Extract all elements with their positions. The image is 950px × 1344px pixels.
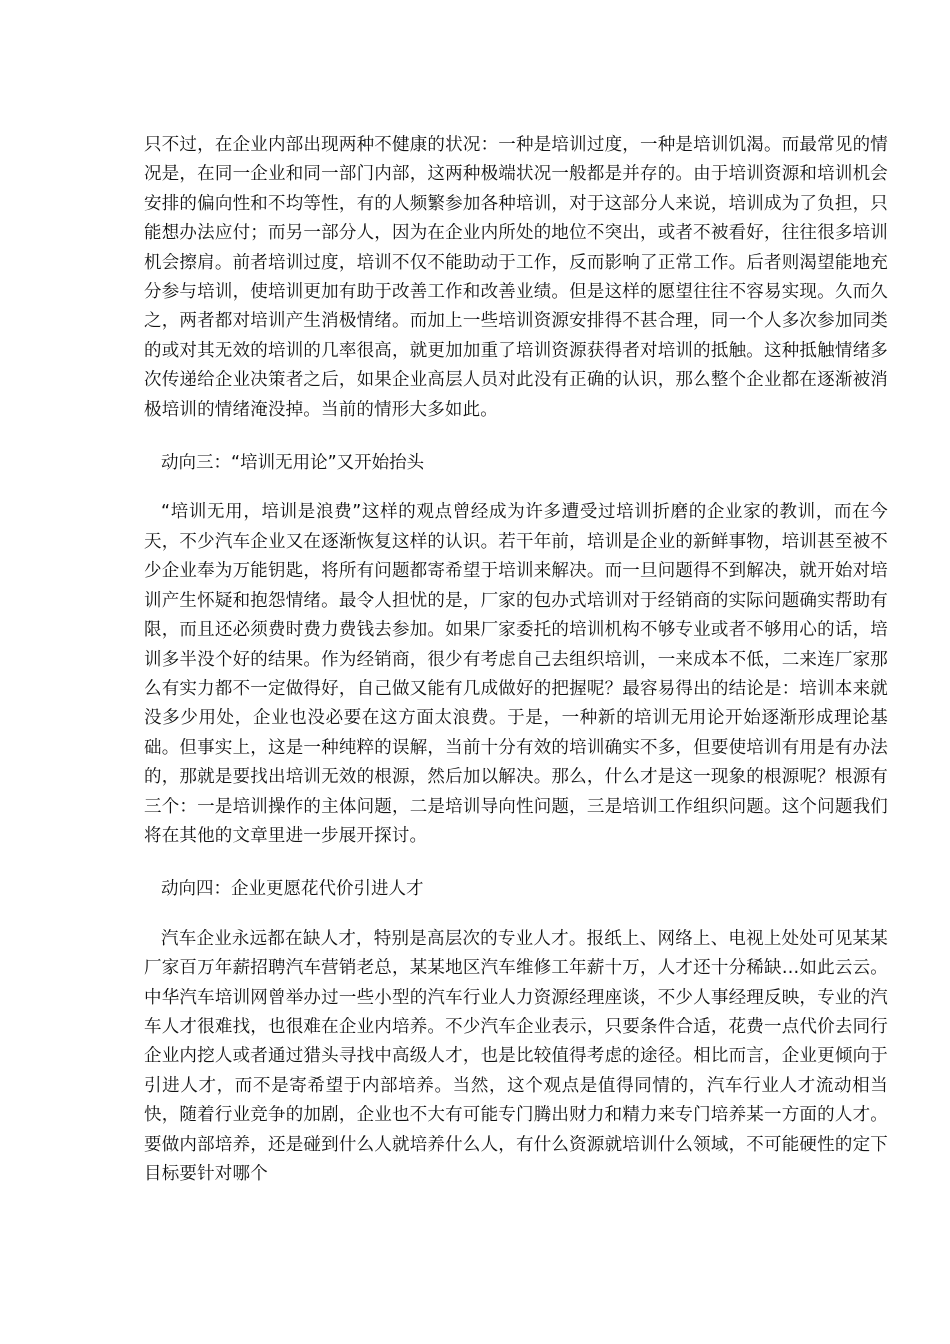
section-heading-trend-four: 动向四：企业更愿花代价引进人才 [161,879,424,900]
paragraph-talent-recruitment: 汽车企业永远都在缺人才，特别是高层次的专业人才。报纸上、网络上、电视上处处可见某某厂家百万年薪招聘汽车营销老总，某某地区汽车维修工年薪十万，人才还十分稀缺…如此云云。中华汽车培训网曾举办过一些小型的汽车行业人力资源经理座谈，不少人事经理反映，专业的汽车人才很难找，也很难在企业内培养。不少汽车企业表示，只要条件合适，花费一点代价去同行企业内挖人或者通过猎头寻找中高级人才，也是比较值得考虑的途径。相比而言，企业更倾向于引进人才，而不是寄希望于内部培养。当然，这个观点是值得同情的，汽车行业人才流动相当快，随着行业竞争的加剧，企业也不大有可能专门腾出财力和精力来专门培养某一方面的人才。要做内部培养，还是碰到什么人就培养什么人，有什么资源就培训什么领域，不可能硬性的定下目标要针对哪个 [144,928,888,1184]
paragraph-training-imbalance: 只不过，在企业内部出现两种不健康的状况：一种是培训过度，一种是培训饥渴。而最常见的情况是，在同一企业和同一部门内部，这两种极端状况一般都是并存的。由于培训资源和培训机会安排的偏向性和不均等性，有的人频繁参加各种培训，对于这部分人来说，培训成为了负担，只能想办法应付；而另一部分人，因为在企业内所处的地位不突出，或者不被看好，往往很多培训机会擦肩。前者培训过度，培训不仅不能助动于工作，反而影响了正常工作。后者则渴望能地充分参与培训，使培训更加有助于改善工作和改善业绩。但是这样的愿望往往不容易实现。久而久之，两者都对培训产生消极情绪。而加上一些培训资源安排得不甚合理，同一个人多次参加同类的或对其无效的培训的几率很高，就更加加重了培训资源获得者对培训的抵触。这种抵触情绪多次传递给企业决策者之后，如果企业高层人员对此没有正确的认识，那么整个企业都在逐渐被消极培训的情绪淹没掉。当前的情形大多如此。 [144,135,888,420]
spacer [144,425,888,449]
section-heading-trend-three: 动向三：“培训无用论”又开始抬头 [161,453,425,474]
document-page [144,131,888,1189]
paragraph-training-useless: “培训无用，培训是浪费”这样的观点曾经成为许多遭受过培训折磨的企业家的教训，而在今天，不少汽车企业又在逐渐恢复这样的认识。若干年前，培训是企业的新鲜事物，培训甚至被不少企业奉为万能钥匙，将所有问题都寄希望于培训来解决。而一旦问题得不到解决，就开始对培训产生怀疑和抱怨情绪。最令人担忧的是，厂家的包办式培训对于经销商的实际问题确实帮助有限，而且还必须费时费力费钱去参加。如果厂家委托的培训机构不够专业或者不够用心的话，培训多半没个好的结果。作为经销商，很少有考虑自己去组织培训，一来成本不低，二来连厂家那么有实力都不一定做得好，自己做又能有几成做好的把握呢？最容易得出的结论是：培训本来就没多少用处，企业也没必要在这方面太浪费。于是，一种新的培训无用论开始逐渐形成理论基础。但事实上，这是一种纯粹的误解，当前十分有效的培训确实不多，但要使培训有用是有办法的，那就是要找出培训无效的根源，然后加以解决。那么，什么才是这一现象的根源呢？根源有三个：一是培训操作的主体问题，二是培训导向性问题，三是培训工作组织问题。这个问题我们将在其他的文章里进一步展开探讨。 [144,502,888,846]
spacer [144,851,888,875]
spacer [144,905,888,925]
spacer [144,478,888,498]
